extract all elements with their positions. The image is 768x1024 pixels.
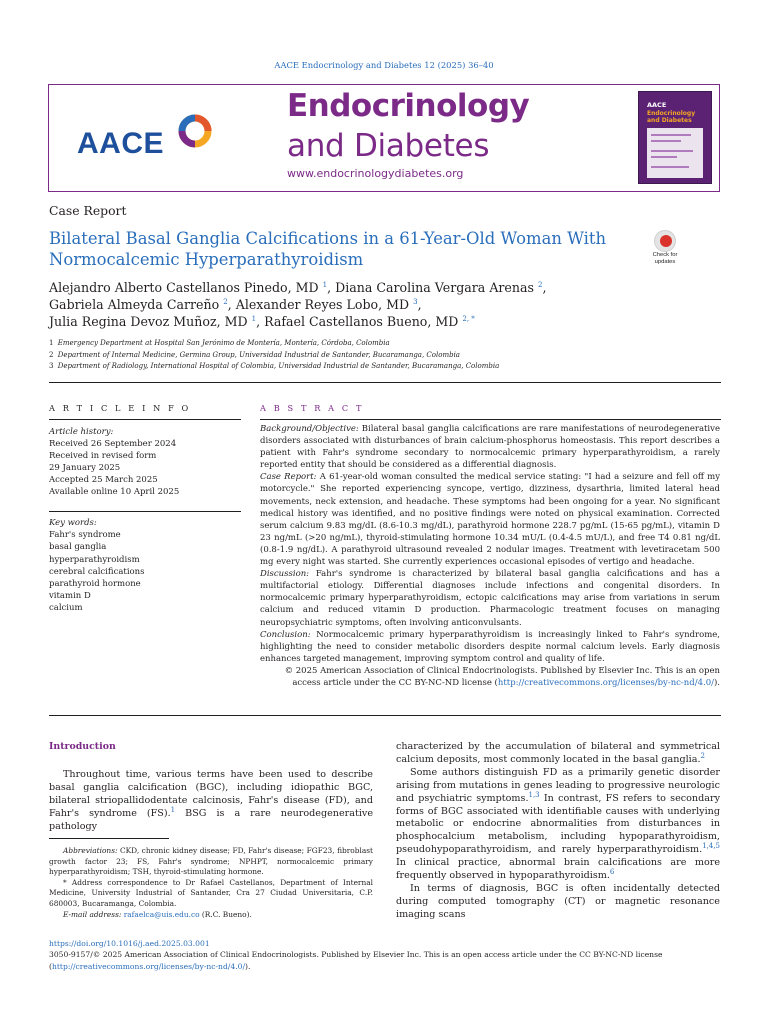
affiliation-item: 2 Department of Internal Medicine, Germina Group, Universidad Industrial de Santander, Bucaramanga, Colombia	[49, 350, 460, 359]
cover-title-aace: AACE	[647, 101, 667, 109]
abstract-copyright: © 2025 American Association of Clinical Endocrinologists. Published by Elsevier Inc. This is an open access article under the CC BY-NC-ND license (http://creativecommons.org/licenses/by-nc-nd/4.0/).	[284, 665, 720, 688]
author-name: Rafael Castellanos Bueno, MD	[264, 314, 459, 330]
cover-text-line	[651, 156, 677, 158]
aace-logo-icon	[177, 113, 213, 149]
journal-website-link[interactable]: www.endocrinologydiabetes.org	[287, 167, 464, 180]
author-name: Diana Carolina Vergara Arenas	[335, 280, 534, 295]
license-statement: 3050-9157/© 2025 American Association of Clinical Endocrinologists. Published by Elsevier Inc. This is an open access article under the CC BY-NC-ND license (http://creativecommons.org/licenses/by-nc-nd/4.0/).	[49, 950, 663, 971]
article-history	[49, 426, 239, 498]
doi-link[interactable]: https://doi.org/10.1016/j.aed.2025.03.001	[49, 939, 210, 948]
reference-link[interactable]: 1	[170, 805, 176, 814]
email-link[interactable]: rafaelca@uis.edu.co	[123, 909, 200, 919]
author-affiliation-link[interactable]: 2	[223, 298, 228, 307]
cc-license-link[interactable]: http://creativecommons.org/licenses/by-nc-nd/4.0/	[51, 961, 246, 971]
abstract-discussion: Discussion: Fahr's syndrome is characterized by bilateral basal ganglia calcifications and has a multifactorial etiology. Differential diagnoses include infections and congenital disorders. In normocalcemic primary hyperparathyroidism, ectopic calcifications may arise from variations in serum calcium and reduced vitamin D production. Pharmacologic treatment focuses on managing neuropsychiatric symptoms, often involving anticonvulsants.	[260, 569, 720, 628]
reference-link[interactable]: 1,4,5	[702, 842, 720, 851]
abstract-conclusion: Conclusion: Normocalcemic primary hyperparathyroidism is increasingly linked to Fahr's syndrome, highlighting the need to consider metabolic disorders despite normal calcium levels. Early diagnosis enhances targeted management, improving symptom control and quality of life.	[260, 629, 720, 664]
abstract-background: Background/Objective: Bilateral basal ganglia calcifications are rare manifestations of neurodegenerative disorders associated with disturbances of brain calcium-phosphorus homeostasis. This report describes a patient with Fahr's syndrome secondary to normocalcemic primary hyperparathyroidism, a rarely reported entity that should be considered as a differential diagnosis.	[260, 424, 720, 471]
abbreviations-footnote: Abbreviations: CKD, chronic kidney disease; FD, Fahr's disease; FGF23, fibroblast growth factor 23; FS, Fahr's syndrome; NPHPT, normocalcemic primary hyperparathyroidism; TSH, thyroid-stimulating hormone.	[49, 846, 373, 877]
footnote-divider	[49, 838, 169, 839]
body-paragraph: Throughout time, various terms have been used to describe basal ganglia calcification (BGC), including idiopathic BGC, bilateral striopallidodentate calcinosis, Fahr's disease (FD), and Fahr's syndrome (FS).$^1$ BSG is a rare neurodegenerative pathology	[49, 768, 373, 832]
cover-title-line1: Endocrinology	[647, 110, 696, 117]
author-name: Alexander Reyes Lobo, MD	[235, 297, 410, 313]
reference-link[interactable]: 1,3	[528, 790, 540, 799]
author-affiliation-link[interactable]: 2	[537, 280, 543, 289]
author-name: Alejandro Alberto Castellanos Pinedo, MD	[49, 280, 319, 295]
affiliation-list	[49, 338, 729, 373]
article-type-label: Case Report	[49, 203, 127, 218]
author-affiliation-link[interactable]: 1	[251, 315, 257, 324]
abstract-heading: A B S T R A C T	[260, 403, 365, 413]
journal-reference-link[interactable]: AACE Endocrinology and Diabetes 12 (2025) 36–40	[274, 60, 494, 70]
abstract-case-report: Case Report: A 61-year-old woman consulted the medical service stating: "I had a seizure and fell off my motorcycle." She reported experiencing syncope, vertigo, dizziness, dysarthria, limited lateral head movements, neck extension, and headache. These symptoms had been ongoing for a year. No significant medical history was identified, and no positive findings were noted on physical examination. Corrected serum calcium 9.83 mg/dL (8.6-10.3 mg/dL), parathyroid hormone 228.7 pg/mL (15-65 pg/mL), vitamin D 23 ng/mL (>20 ng/mL), thyroid-stimulating hormone 10.34 mU/L (0.4-4.5 mU/L), and free T4 0.81 ng/dL (0.8-1.9 ng/dL). A parathyroid ultrasound revealed 2 nodular images. Treatment with levetiracetam 500 mg every night was started. She currently experiences occasional episodes of vertigo and headache.	[260, 472, 720, 568]
author-affiliation-link[interactable]: 2, *	[462, 315, 475, 324]
body-paragraph: Some authors distinguish FD as a primarily genetic disorder arising from mutations in genes leading to progressive neurologic and psychiatric symptoms.$^{1,3}$ In contrast, FS refers to secondary forms of BGC associated with identifiable causes with underlying metabolic or endocrine abnormalities from disturbances in phosphocalcium metabolism, including hypoparathyroidism, pseudohypoparathyroidism, and rarely hyperparathyroidism.$^{1,4,5}$ In clinical practice, abnormal brain calcifications are more frequently observed in hypoparathyroidism.$^6$	[396, 766, 720, 882]
journal-banner	[48, 84, 720, 192]
author-affiliation-link[interactable]: 3	[413, 298, 418, 307]
divider	[49, 419, 241, 420]
keyword-item: basal ganglia	[49, 542, 107, 553]
affiliation-item: 3 Department of Radiology, International Hospital of Colombia, Universidad Industrial de Santander, Bucaramanga, Colombia	[49, 362, 500, 371]
footnotes	[49, 846, 373, 920]
cover-text-line	[651, 150, 693, 152]
article-info-heading: A R T I C L E I N F O	[49, 403, 191, 413]
crossmark-label-line2: updates	[654, 258, 676, 265]
keywords	[49, 517, 239, 615]
keyword-item: Fahr's syndrome	[49, 530, 121, 541]
keyword-item: vitamin D	[49, 591, 91, 602]
journal-cover-thumbnail[interactable]	[638, 91, 712, 184]
body-right-column	[396, 741, 720, 922]
article-title: Bilateral Basal Ganglia Calcifications in a 61-Year-Old Woman With Normocalcemic Hyperparathyroidism	[49, 229, 607, 269]
abstract-body	[260, 423, 720, 689]
keywords-label: Key words:	[49, 518, 97, 528]
author-name: Gabriela Almeyda Carreño	[49, 297, 220, 313]
keyword-item: cerebral calcifications	[49, 566, 145, 577]
cover-text-line	[651, 166, 689, 168]
cover-title-journal	[647, 110, 695, 124]
page-footer	[49, 938, 721, 972]
email-footnote: E-mail address: rafaelca@uis.edu.co (R.C. Bueno).	[63, 909, 252, 919]
history-item: 29 January 2025	[49, 463, 121, 473]
history-item: Received 26 September 2024	[49, 439, 177, 449]
cover-text-line	[651, 134, 691, 136]
correspondence-footnote: * Address correspondence to Dr Rafael Castellanos, Department of Internal Medicine, University Industrial of Santander, Cra 27 Ciudad Universitaria, C.P. 680003, Bucaramanga, Colombia.	[49, 877, 373, 908]
history-item: Received in revised form	[49, 451, 157, 461]
keyword-item: calcium	[49, 603, 83, 614]
reference-link[interactable]: 2	[700, 751, 705, 760]
author-name: Julia Regina Devoz Muñoz, MD	[49, 314, 248, 330]
journal-title-line1: Endocrinology	[287, 88, 530, 124]
divider	[260, 419, 721, 420]
crossmark-label	[644, 252, 686, 265]
reference-link[interactable]: 6	[609, 867, 615, 876]
keyword-item: parathyroid hormone	[49, 579, 141, 590]
cover-title-line2: and Diabetes	[647, 117, 692, 124]
cover-text-line	[651, 140, 681, 142]
history-label: Article history:	[49, 427, 114, 437]
journal-title-line2: and Diabetes	[287, 128, 490, 164]
divider	[49, 715, 721, 716]
crossmark-label-line1: Check for	[652, 252, 678, 258]
body-paragraph: In terms of diagnosis, BGC is often incidentally detected during computed tomography (CT) or magnetic resonance imaging scans	[396, 882, 720, 920]
history-item: Available online 10 April 2025	[49, 487, 180, 497]
body-paragraph: characterized by the accumulation of bilateral and symmetrical calcium deposits, most commonly located in the basal ganglia.$^2$	[396, 741, 720, 765]
author-list: Alejandro Alberto Castellanos Pinedo, MD $^1$, Diana Carolina Vergara Arenas $^2$, Gabriela Almeyda Carreño $^2$, Alexander Reyes Lobo, MD $^3$, Julia Regina Devoz Muñoz, MD $^1$, Rafael Castellanos Bueno, MD $^{2, *}$	[49, 280, 547, 330]
check-for-updates-button[interactable]	[644, 230, 686, 266]
aace-logo-text: AACE	[77, 127, 165, 160]
history-item: Accepted 25 March 2025	[49, 475, 158, 485]
introduction-heading: Introduction	[49, 741, 116, 752]
divider	[49, 511, 241, 512]
affiliation-item: 1 Emergency Department at Hospital San Jerónimo de Montería, Montería, Córdoba, Colombia	[49, 339, 390, 347]
cc-license-link[interactable]: http://creativecommons.org/licenses/by-nc-nd/4.0/	[497, 677, 714, 688]
crossmark-icon	[654, 230, 676, 252]
divider	[49, 382, 721, 383]
aace-logo	[77, 113, 227, 165]
keyword-item: hyperparathyroidism	[49, 554, 140, 565]
author-affiliation-link[interactable]: 1	[322, 280, 328, 289]
body-left-column	[49, 741, 373, 833]
